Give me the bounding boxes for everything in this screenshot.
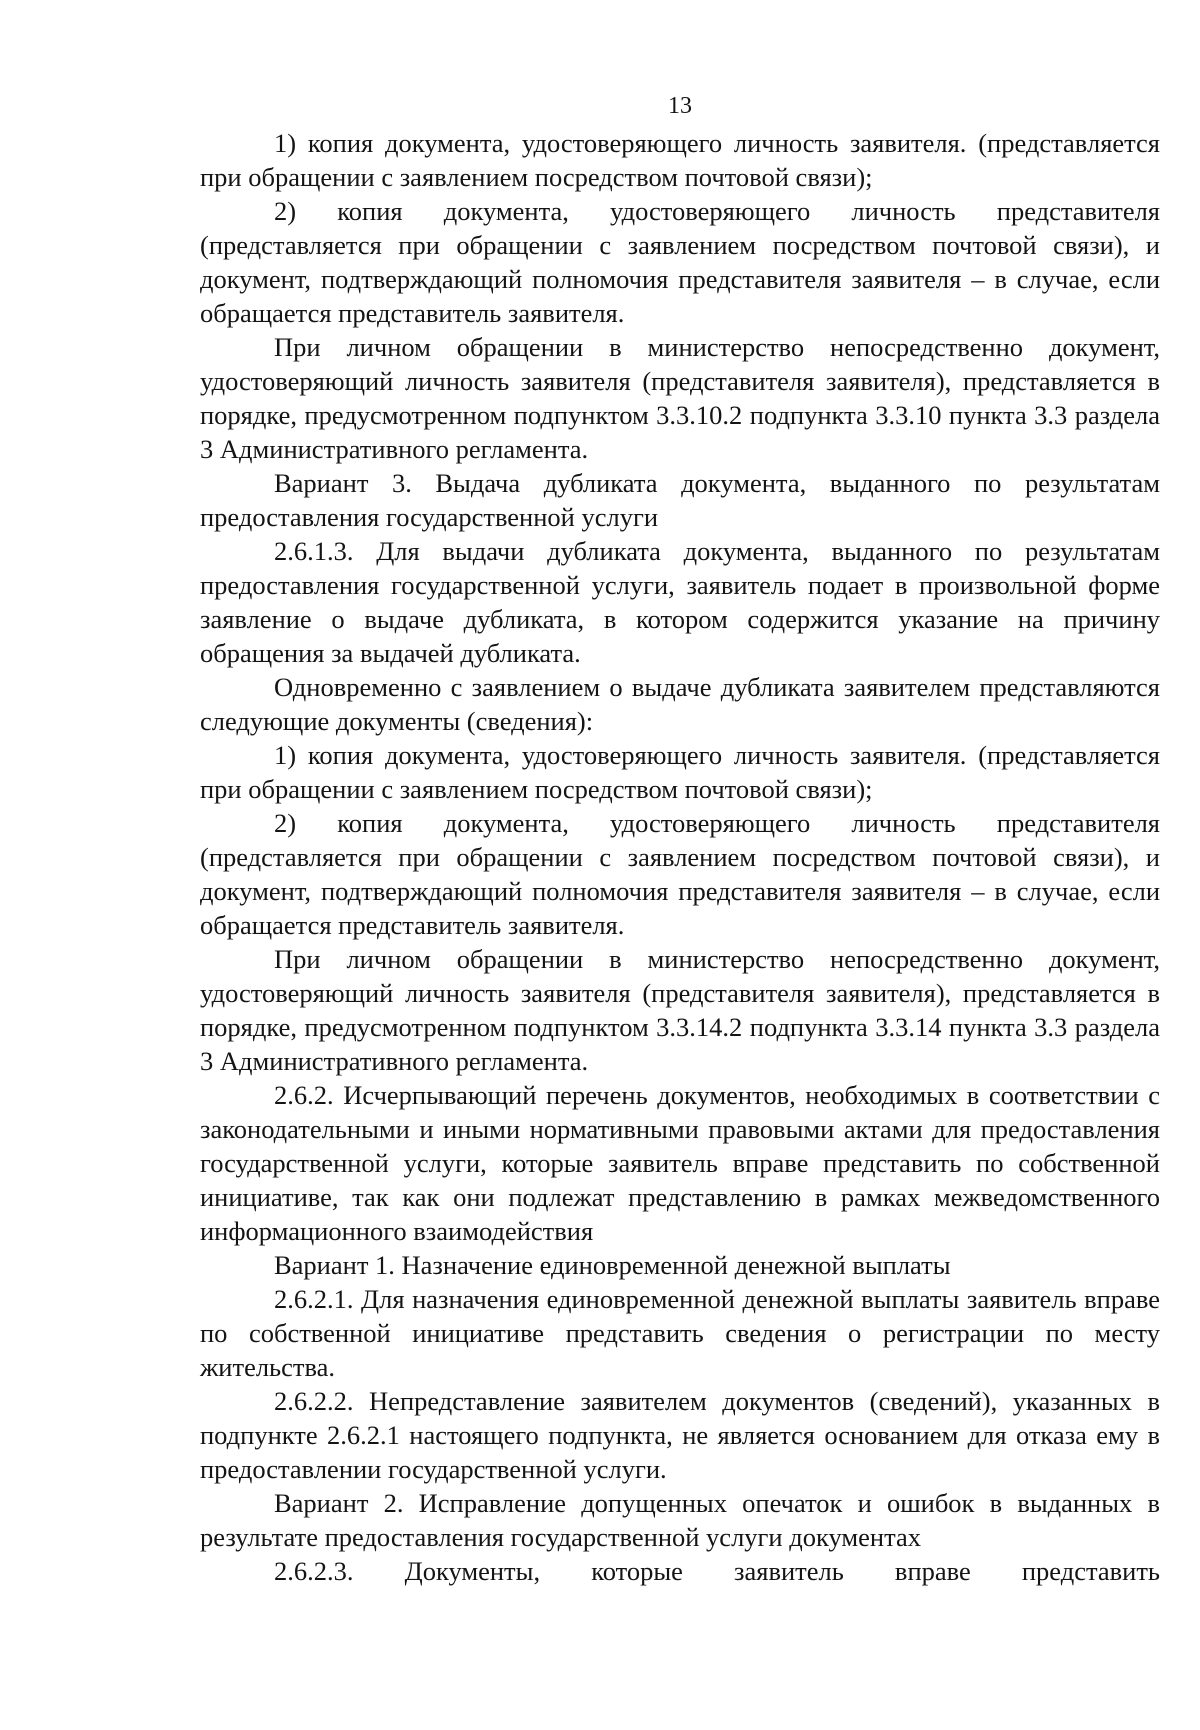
paragraph-2-6-2-2: 2.6.2.2. Непредставление заявителем документов (сведений), указанных в подпункте 2.6.2.1 настоящего подпункта, не является основанием для отказа ему в предоставлении государственной услуги. bbox=[200, 1386, 1160, 1484]
paragraph-simultaneously: Одновременно с заявлением о выдаче дубликата заявителем представляются следующие документы (сведения): bbox=[200, 672, 1160, 736]
paragraph-2-6-2-1: 2.6.2.1. Для назначения единовременной денежной выплаты заявитель вправе по собственной инициативе представить сведения о регистрации по месту жительства. bbox=[200, 1284, 1160, 1382]
paragraph-variant-3-heading: Вариант 3. Выдача дубликата документа, выданного по результатам предоставления государственной услуги bbox=[200, 468, 1160, 532]
paragraph-2-6-2: 2.6.2. Исчерпывающий перечень документов, необходимых в соответствии с законодательными и иными нормативными правовыми актами для предоставления государственной услуги, которые заявитель вправе представить по собственной инициативе, так как они подлежат представлению в рамках межведомственного информационного взаимодействия bbox=[200, 1080, 1160, 1246]
paragraph-copy-representative-id-1: 2) копия документа, удостоверяющего личность представителя (представляется при обращении с заявлением посредством почтовой связи), и документ, подтверждающий полномочия представителя заявителя – в случае, если обращается представитель заявителя. bbox=[200, 196, 1160, 328]
paragraph-copy-applicant-id-1: 1) копия документа, удостоверяющего личность заявителя. (представляется при обращении с заявлением посредством почтовой связи); bbox=[200, 128, 1160, 192]
paragraph-copy-applicant-id-2: 1) копия документа, удостоверяющего личность заявителя. (представляется при обращении с заявлением посредством почтовой связи); bbox=[200, 740, 1160, 804]
paragraph-personal-visit-1: При личном обращении в министерство непосредственно документ, удостоверяющий личность заявителя (представителя заявителя), представляется в порядке, предусмотренном подпунктом 3.3.10.2 подпункта 3.3.10 пункта 3.3 раздела 3 Административного регламента. bbox=[200, 332, 1160, 464]
document-page bbox=[200, 92, 1160, 1588]
paragraph-2-6-2-3: 2.6.2.3. Документы, которые заявитель вправе представить bbox=[274, 1556, 1160, 1586]
paragraph-variant-2-heading: Вариант 2. Исправление допущенных опечаток и ошибок в выданных в результате предоставления государственной услуги документах bbox=[200, 1488, 1160, 1552]
paragraph-copy-representative-id-2: 2) копия документа, удостоверяющего личность представителя (представляется при обращении с заявлением посредством почтовой связи), и документ, подтверждающий полномочия представителя заявителя – в случае, если обращается представитель заявителя. bbox=[200, 808, 1160, 940]
paragraph-2-6-1-3: 2.6.1.3. Для выдачи дубликата документа, выданного по результатам предоставления государственной услуги, заявитель подает в произвольной форме заявление о выдаче дубликата, в котором содержится указание на причину обращения за выдачей дубликата. bbox=[200, 536, 1160, 668]
page-number: 13 bbox=[668, 93, 692, 119]
paragraph-variant-1-heading: Вариант 1. Назначение единовременной денежной выплаты bbox=[274, 1250, 951, 1280]
paragraph-personal-visit-2: При личном обращении в министерство непосредственно документ, удостоверяющий личность заявителя (представителя заявителя), представляется в порядке, предусмотренном подпунктом 3.3.14.2 подпункта 3.3.14 пункта 3.3 раздела 3 Административного регламента. bbox=[200, 944, 1160, 1076]
